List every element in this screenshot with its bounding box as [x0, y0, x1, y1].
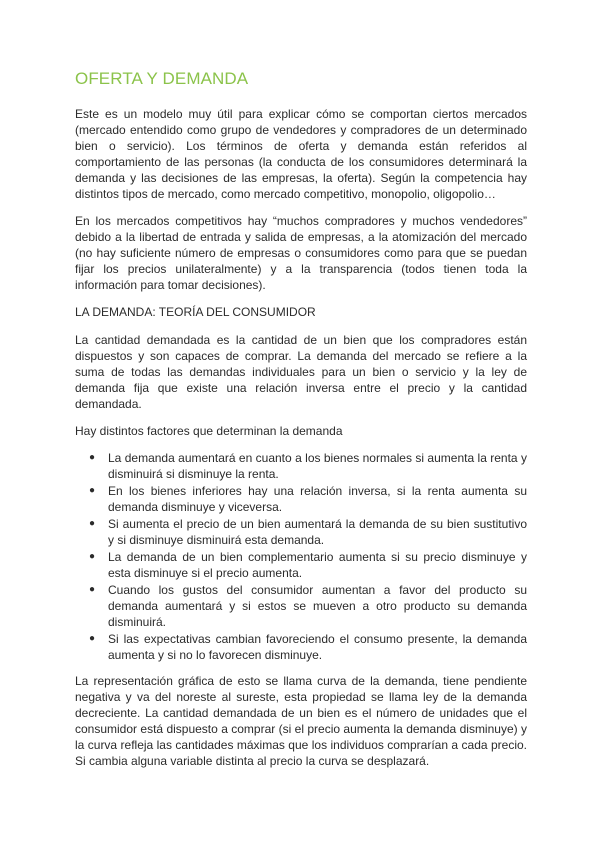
document-page — [75, 68, 527, 780]
list-item — [75, 549, 527, 581]
factors-list — [75, 450, 527, 663]
list-item-text: Si las expectativas cambian favoreciendo el consumo presente, la demanda aumenta y si no lo favorecen disminuye. — [108, 632, 527, 662]
bullet-icon: ● — [89, 633, 96, 644]
section-heading: LA DEMANDA: TEORÍA DEL CONSUMIDOR — [75, 305, 316, 319]
bullet-icon: ● — [89, 452, 96, 463]
demand-curve-paragraph: La representación gráfica de esto se llama curva de la demanda, tiene pendiente negativa y va del noreste al sureste, esta propiedad se llama ley de la demanda decreciente. La cantidad demandada de un bien es el número de unidades que el consumidor está dispuesto a comprar (si el precio aumenta la demanda disminuye) y la curva refleja las cantidades máximas que los individuos comprarían a cada precio. Si cambia alguna variable distinta al precio la curva se desplazará. — [75, 674, 527, 768]
list-item-text: Si aumenta el precio de un bien aumentará la demanda de su bien sustitutivo y si disminuye disminuirá esta demanda. — [108, 517, 527, 547]
list-item-text: La demanda aumentará en cuanto a los bienes normales si aumenta la renta y disminuirá si disminuye la renta. — [108, 451, 527, 481]
bullet-icon: ● — [89, 584, 96, 595]
list-item — [75, 582, 527, 630]
list-item-text: En los bienes inferiores hay una relación inversa, si la renta aumenta su demanda disminuye y viceversa. — [108, 484, 527, 514]
list-item — [75, 516, 527, 548]
bullet-icon: ● — [89, 485, 96, 496]
bullet-icon: ● — [89, 518, 96, 529]
intro-paragraph: Este es un modelo muy útil para explicar cómo se comportan ciertos mercados (mercado entendido como grupo de vendedores y compradores de un determinado bien o servicio). Los términos de oferta y demanda están referidos al comportamiento de las personas (la conducta de los consumidores determinará la demanda y las decisiones de las empresas, la oferta). Según la competencia hay distintos tipos de mercado, como mercado competitivo, monopolio, oligopolio… — [75, 107, 527, 201]
page-title: OFERTA Y DEMANDA — [75, 69, 249, 88]
demand-definition-paragraph: La cantidad demandada es la cantidad de un bien que los compradores están dispuestos y son capaces de comprar. La demanda del mercado se refiere a la suma de todas las demandas individuales para un bien o servicio y la ley de demanda fija que existe una relación inversa entre el precio y la cantidad demandada. — [75, 333, 527, 411]
list-item — [75, 483, 527, 515]
list-item — [75, 631, 527, 663]
competitive-markets-paragraph: En los mercados competitivos hay “muchos compradores y muchos vendedores” debido a la libertad de entrada y salida de empresas, a la atomización del mercado (no hay suficiente número de empresas o consumidores como para que se puedan fijar los precios unilateralmente) y a la transparencia (todos tienen toda la información para tomar decisiones). — [75, 214, 527, 292]
factors-intro-paragraph: Hay distintos factores que determinan la demanda — [75, 424, 343, 438]
list-item — [75, 450, 527, 482]
bullet-icon: ● — [89, 551, 96, 562]
list-item-text: Cuando los gustos del consumidor aumentan a favor del producto su demanda aumentará y si estos se mueven a otro producto su demanda disminuirá. — [108, 583, 527, 629]
list-item-text: La demanda de un bien complementario aumenta si su precio disminuye y esta disminuye si el precio aumenta. — [108, 550, 527, 580]
